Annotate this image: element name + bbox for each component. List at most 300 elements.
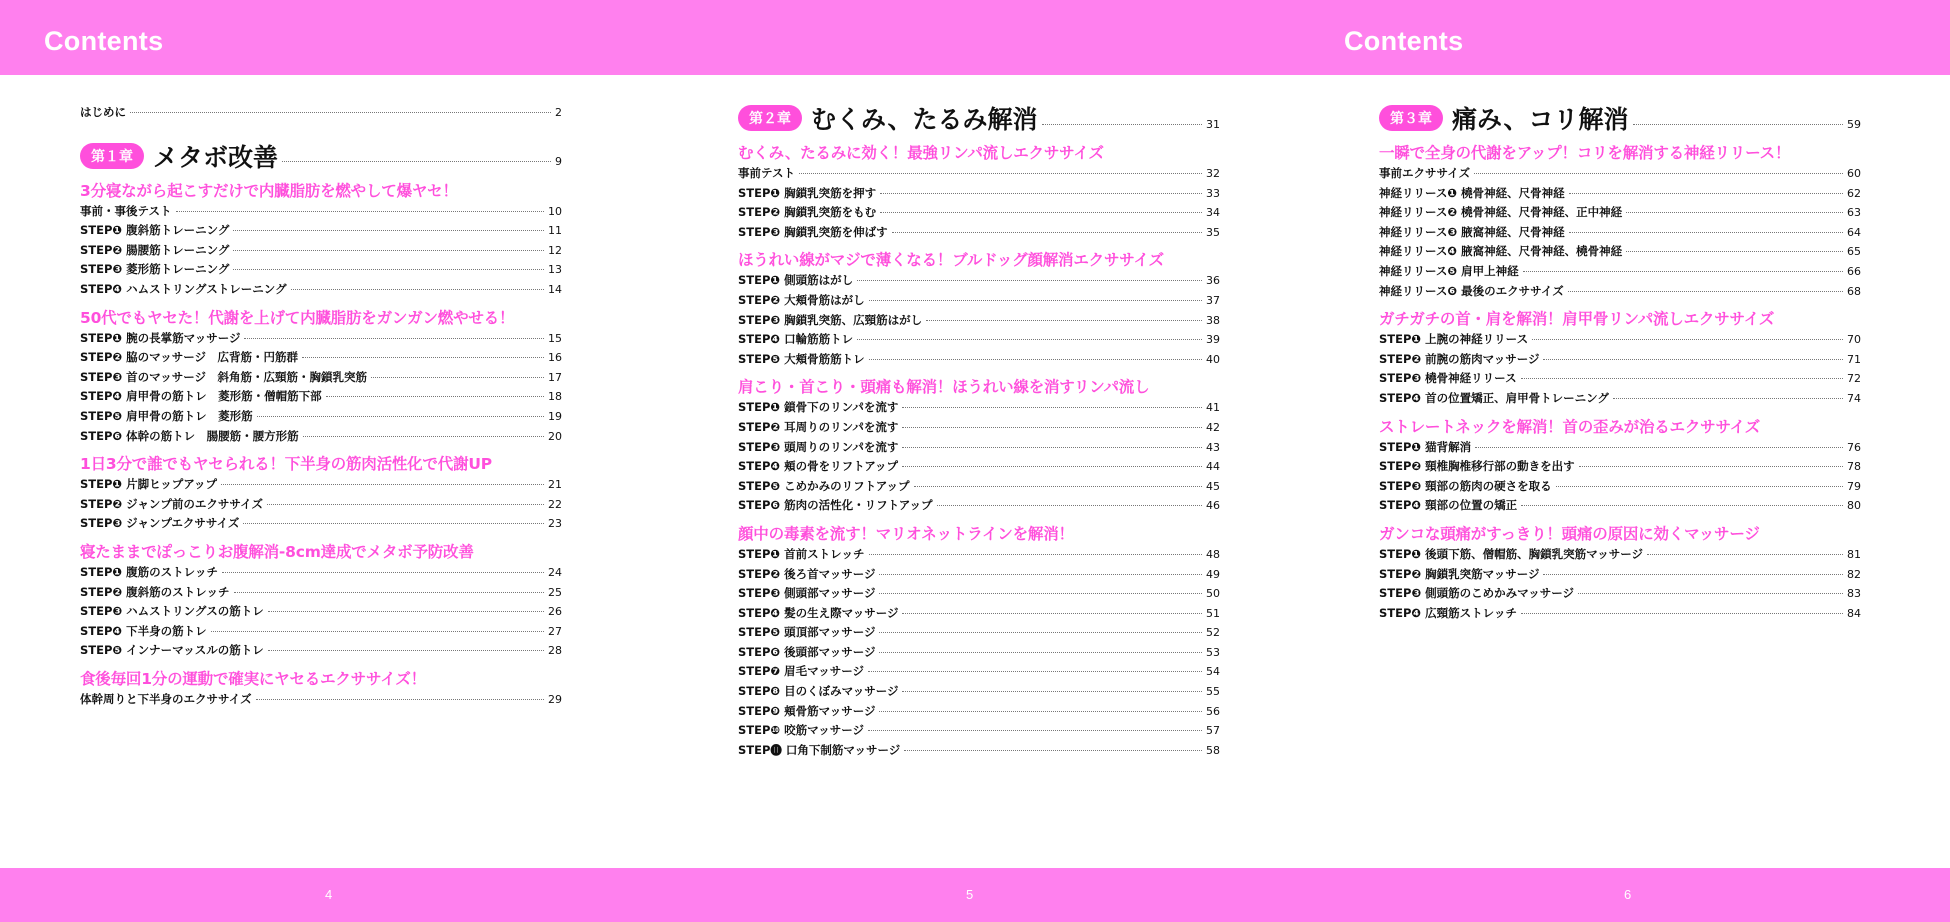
dot-leader: [233, 250, 544, 251]
toc-entry-page: 35: [1206, 225, 1220, 239]
toc-entry-page: 41: [1206, 401, 1220, 415]
toc-entry[interactable]: [80, 261, 562, 281]
dot-leader: [176, 211, 544, 212]
toc-section: [738, 141, 1220, 243]
toc-entry-label: STEP❺ こめかみのリフトアップ: [738, 478, 910, 493]
toc-section: [1379, 522, 1861, 624]
toc-entry-page: 46: [1206, 499, 1220, 513]
toc-entry-label: STEP❶ 上腕の神経リリース: [1379, 332, 1529, 347]
toc-entry-label: STEP❺ 頭頂部マッサージ: [738, 625, 876, 640]
toc-entry-page: 15: [548, 331, 562, 345]
toc-entry[interactable]: [1379, 263, 1861, 283]
dot-leader: [1532, 339, 1843, 340]
toc-entry-page: 29: [548, 692, 562, 706]
dot-leader: [222, 572, 544, 573]
dot-leader: [869, 554, 1202, 555]
toc-entry[interactable]: [738, 605, 1220, 625]
toc-entry-label: 事前・事後テスト: [80, 203, 172, 218]
toc-entry-label: STEP❹ 広頸筋ストレッチ: [1379, 605, 1518, 620]
toc-entry[interactable]: [1379, 566, 1861, 586]
toc-column-1: [80, 104, 562, 714]
toc-entry-page: 72: [1847, 372, 1861, 386]
dot-leader: [892, 232, 1202, 233]
toc-entry-label: STEP❷ 後ろ首マッサージ: [738, 566, 876, 581]
dot-leader: [1633, 124, 1843, 125]
section-heading: ガンコな頭痛がすっきり！頭痛の原因に効くマッサージ: [1379, 524, 1760, 543]
toc-entry-label: 事前テスト: [738, 166, 796, 180]
dot-leader: [879, 632, 1202, 633]
toc-entry-page: 32: [1206, 167, 1220, 180]
dot-leader: [243, 523, 544, 524]
toc-entry[interactable]: [1379, 224, 1861, 244]
chapter-heading[interactable]: [1379, 100, 1861, 136]
dot-leader: [234, 592, 544, 593]
toc-entry[interactable]: [80, 222, 562, 242]
toc-entry-label: STEP❹ 頬の骨をリフトアップ: [738, 459, 899, 474]
toc-entry[interactable]: [738, 292, 1220, 312]
dot-leader: [879, 652, 1202, 653]
toc-entry-page: 64: [1847, 225, 1861, 239]
contents-title-right: Contents: [1344, 26, 1464, 56]
dot-leader: [267, 504, 544, 505]
toc-entry-label: STEP❷ 大頬骨筋はがし: [738, 292, 865, 307]
dot-leader: [256, 699, 544, 700]
toc-entry-page: 49: [1206, 567, 1220, 581]
toc-entry[interactable]: [738, 439, 1220, 459]
toc-entry-label: STEP❷ 腹斜筋のストレッチ: [80, 584, 230, 599]
toc-entry[interactable]: [1379, 585, 1861, 605]
dot-leader: [879, 593, 1202, 594]
toc-entry-page: 56: [1206, 704, 1220, 718]
toc-entry-page: 57: [1206, 724, 1220, 738]
toc-column-3: [1379, 100, 1861, 628]
dot-leader: [868, 730, 1202, 731]
toc-entry-label: STEP❶ 首前ストレッチ: [738, 546, 865, 561]
toc-entry-label: STEP❸ 菱形筋トレーニング: [80, 262, 230, 277]
toc-entry-label: STEP❹ 口輪筋筋トレ: [738, 332, 854, 347]
toc-entry-page: 63: [1847, 206, 1861, 220]
dot-leader: [1042, 124, 1202, 125]
toc-entry-page: 2: [555, 106, 562, 119]
toc-entry-page: 79: [1847, 479, 1861, 493]
toc-entry[interactable]: [738, 185, 1220, 205]
toc-entry-label: STEP❺ 肩甲骨の筋トレ 菱形筋: [80, 408, 253, 423]
toc-entry[interactable]: [738, 722, 1220, 742]
dot-leader: [268, 650, 544, 651]
toc-entry-page: 80: [1847, 499, 1861, 513]
dot-leader: [1521, 378, 1843, 379]
section-heading: ほうれい線がマジで薄くなる！ブルドッグ顔解消エクササイズ: [738, 251, 1164, 270]
toc-section: [1379, 307, 1861, 409]
section-heading: 寝たままでぽっこりお腹解消-8cm達成でメタボ予防改善: [80, 542, 474, 561]
toc-entry-label: STEP❷ 前腕の筋肉マッサージ: [1379, 351, 1540, 366]
toc-entry-page: 21: [548, 478, 562, 492]
toc-entry-page: 11: [548, 224, 562, 238]
toc-entry[interactable]: [1379, 439, 1861, 459]
toc-entry-label: STEP❶ 腹斜筋トレーニング: [80, 223, 230, 238]
toc-entry-label: STEP❸ 橈骨神経リリース: [1379, 371, 1517, 386]
toc-entry-label: 事前エクササイズ: [1379, 166, 1471, 180]
toc-entry[interactable]: [80, 564, 562, 584]
toc-entry[interactable]: [80, 623, 562, 643]
dot-leader: [1543, 574, 1843, 575]
toc-entry-page: 71: [1847, 352, 1861, 366]
dot-leader: [268, 611, 544, 612]
toc-entry-label: STEP❸ 頸部の筋肉の硬さを取る: [1379, 478, 1552, 493]
toc-entry[interactable]: [738, 624, 1220, 644]
chapter-badge: 第２章: [738, 105, 802, 131]
toc-entry-label: STEP❺ 大頬骨筋筋トレ: [738, 351, 865, 366]
toc-entry-page: 24: [548, 565, 562, 579]
toc-entry-page: 66: [1847, 264, 1861, 278]
toc-section: [738, 522, 1220, 762]
toc-section: [80, 452, 562, 535]
dot-leader: [902, 447, 1202, 448]
chapter-page: 9: [555, 155, 562, 169]
dot-leader: [221, 484, 544, 485]
toc-entry-page: 48: [1206, 547, 1220, 561]
toc-entry-label: STEP❻ 後頭部マッサージ: [738, 644, 876, 659]
section-heading: 肩こり・首こり・頭痛も解消！ほうれい線を消すリンパ流し: [738, 378, 1150, 397]
toc-section: [1379, 415, 1861, 517]
dot-leader: [1579, 466, 1843, 467]
dot-leader: [799, 173, 1202, 174]
toc-entry[interactable]: [1379, 458, 1861, 478]
toc-section: [80, 667, 562, 711]
toc-entry-page: 28: [548, 644, 562, 658]
dot-leader: [302, 357, 544, 358]
section-heading: 一瞬で全身の代謝をアップ！コリを解消する神経リリース！: [1379, 144, 1791, 162]
toc-entry[interactable]: [80, 281, 562, 301]
toc-entry[interactable]: [1379, 283, 1861, 303]
toc-entry-label: STEP❶ 側頭筋はがし: [738, 273, 854, 288]
dot-leader: [926, 320, 1202, 321]
dot-leader: [1475, 447, 1843, 448]
toc-entry[interactable]: [738, 351, 1220, 371]
toc-entry-label: STEP❻ 体幹の筋トレ 腸腰筋・腰方形筋: [80, 428, 299, 443]
toc-entry-page: 58: [1206, 743, 1220, 757]
dot-leader: [1521, 613, 1843, 614]
toc-entry-page: 18: [548, 390, 562, 404]
toc-entry[interactable]: [80, 691, 562, 711]
toc-entry-label: STEP❸ 側頭筋のこめかみマッサージ: [1379, 586, 1574, 601]
toc-section: [738, 375, 1220, 517]
toc-entry-label: STEP❸ 首のマッサージ 斜角筋・広頸筋・胸鎖乳突筋: [80, 369, 367, 384]
toc-entry[interactable]: [80, 388, 562, 408]
toc-entry-label: STEP❸ 胸鎖乳突筋を伸ばす: [738, 224, 888, 239]
toc-entry-page: 10: [548, 204, 562, 218]
toc-entry-page: 83: [1847, 587, 1861, 601]
toc-entry-page: 70: [1847, 333, 1861, 347]
toc-entry-page: 27: [548, 624, 562, 638]
toc-entry[interactable]: [80, 349, 562, 369]
dot-leader: [1556, 486, 1843, 487]
toc-entry[interactable]: [1379, 370, 1861, 390]
toc-column-2: [738, 100, 1220, 765]
toc-entry-page: 45: [1206, 479, 1220, 493]
toc-entry[interactable]: [738, 663, 1220, 683]
toc-entry-label: STEP❷ 頸椎胸椎移行部の動きを出す: [1379, 459, 1575, 474]
toc-entry-page: 74: [1847, 391, 1861, 405]
header-bar: [0, 0, 1950, 75]
toc-entry[interactable]: [738, 742, 1220, 762]
toc-entry[interactable]: [738, 419, 1220, 439]
dot-leader: [1569, 193, 1843, 194]
toc-entry[interactable]: [80, 369, 562, 389]
toc-entry[interactable]: [738, 458, 1220, 478]
footer-bar: [0, 868, 1950, 922]
toc-entry[interactable]: [738, 683, 1220, 703]
section-heading: ガチガチの首・肩を解消！肩甲骨リンパ流しエクササイズ: [1379, 310, 1775, 329]
toc-entry[interactable]: [80, 330, 562, 350]
chapter-title: 痛み、コリ解消: [1452, 105, 1629, 134]
dot-leader: [879, 711, 1202, 712]
toc-entry-label: STEP⓫ 口角下制筋マッサージ: [738, 742, 901, 757]
toc-entry[interactable]: [80, 242, 562, 262]
toc-entry-label: STEP❹ ハムストリングストレーニング: [80, 281, 287, 296]
toc-entry-label: STEP❹ 首の位置矯正、肩甲骨トレーニング: [1379, 390, 1609, 405]
toc-entry-page: 55: [1206, 685, 1220, 699]
toc-entry-page: 14: [548, 282, 562, 296]
dot-leader: [879, 574, 1202, 575]
toc-entry-page: 44: [1206, 460, 1220, 474]
dot-leader: [904, 750, 1202, 751]
page-number-right: 6: [1624, 887, 1632, 902]
dot-leader: [857, 280, 1202, 281]
dot-leader: [211, 631, 544, 632]
dot-leader: [326, 396, 544, 397]
toc-entry-page: 36: [1206, 274, 1220, 288]
toc-entry-page: 13: [548, 263, 562, 277]
dot-leader: [257, 416, 544, 417]
dot-leader: [902, 613, 1202, 614]
dot-leader: [857, 339, 1202, 340]
contents-title-left: Contents: [44, 26, 164, 56]
toc-entry-intro[interactable]: [80, 104, 562, 124]
dot-leader: [1521, 505, 1843, 506]
dot-leader: [1474, 173, 1843, 174]
toc-section: [80, 306, 562, 448]
toc-entry-page: 62: [1847, 186, 1861, 200]
section-heading: ストレートネックを解消！首の歪みが治るエクササイズ: [1379, 417, 1761, 436]
toc-entry-label: 神経リリース❻ 最後のエクササイズ: [1379, 283, 1564, 298]
dot-leader: [868, 671, 1202, 672]
dot-leader: [902, 691, 1202, 692]
toc-entry[interactable]: [1379, 165, 1861, 185]
dot-leader: [902, 466, 1202, 467]
dot-leader: [880, 212, 1202, 213]
toc-entry[interactable]: [1379, 243, 1861, 263]
chapter-page: 59: [1847, 117, 1861, 131]
toc-entry-label: STEP❸ 胸鎖乳突筋、広頸筋はがし: [738, 312, 923, 327]
dot-leader: [303, 436, 544, 437]
dot-leader: [1523, 271, 1843, 272]
toc-entry[interactable]: [1379, 331, 1861, 351]
toc-entry-page: 78: [1847, 460, 1861, 474]
dot-leader: [130, 112, 551, 113]
dot-leader: [1626, 212, 1843, 213]
toc-entry-label: 神経リリース❶ 橈骨神経、尺骨神経: [1379, 185, 1565, 200]
toc-entry[interactable]: [738, 566, 1220, 586]
toc-entry-label: STEP❸ 頭周りのリンパを流す: [738, 439, 899, 454]
toc-entry[interactable]: [738, 204, 1220, 224]
toc-entry-page: 39: [1206, 333, 1220, 347]
toc-entry[interactable]: [738, 585, 1220, 605]
toc-entry[interactable]: [738, 497, 1220, 517]
dot-leader: [1568, 291, 1843, 292]
dot-leader: [902, 427, 1202, 428]
toc-entry[interactable]: [738, 331, 1220, 351]
toc-entry-page: 37: [1206, 293, 1220, 307]
toc-entry[interactable]: [738, 399, 1220, 419]
toc-entry-label: STEP❶ 鎖骨下のリンパを流す: [738, 400, 899, 415]
toc-entry-page: 42: [1206, 420, 1220, 434]
toc-entry[interactable]: [1379, 546, 1861, 566]
dot-leader: [1647, 554, 1843, 555]
toc-entry-page: 25: [548, 585, 562, 599]
toc-entry-label: STEP❶ 片脚ヒップアップ: [80, 477, 218, 492]
toc-entry-page: 16: [548, 351, 562, 365]
toc-entry-page: 33: [1206, 186, 1220, 200]
toc-entry[interactable]: [738, 478, 1220, 498]
toc-entry[interactable]: [1379, 185, 1861, 205]
toc-entry-page: 22: [548, 497, 562, 511]
toc-entry-page: 50: [1206, 587, 1220, 601]
toc-entry[interactable]: [1379, 351, 1861, 371]
toc-entry[interactable]: [738, 224, 1220, 244]
toc-entry[interactable]: [1379, 478, 1861, 498]
toc-entry-page: 38: [1206, 313, 1220, 327]
toc-entry-label: STEP❷ 脇のマッサージ 広背筋・円筋群: [80, 350, 298, 365]
toc-entry-page: 34: [1206, 206, 1220, 220]
chapter-title: むくみ、たるみ解消: [811, 105, 1038, 134]
toc-entry-label: 神経リリース❷ 橈骨神経、尺骨神経、正中神経: [1379, 205, 1623, 220]
toc-entry-page: 84: [1847, 606, 1861, 620]
toc-entry-page: 81: [1847, 547, 1861, 561]
toc-entry[interactable]: [1379, 390, 1861, 410]
dot-leader: [869, 359, 1202, 360]
toc-entry-label: STEP❶ 腕の長掌筋マッサージ: [80, 330, 241, 345]
section-heading: 3分寝ながら起こすだけで内臓脂肪を燃やして爆ヤセ！: [80, 181, 458, 200]
toc-entry-label: STEP❶ 猫背解消: [1379, 439, 1472, 454]
toc-entry[interactable]: [80, 428, 562, 448]
toc-entry-label: STEP❸ 側頭部マッサージ: [738, 586, 876, 601]
toc-entry[interactable]: [738, 644, 1220, 664]
toc-section: [1379, 141, 1861, 302]
toc-entry[interactable]: [80, 496, 562, 516]
toc-entry-label: 神経リリース❸ 腋窩神経、尺骨神経: [1379, 224, 1565, 239]
toc-entry-label: 神経リリース❹ 腋窩神経、尺骨神経、橈骨神経: [1379, 244, 1623, 259]
dot-leader: [880, 193, 1202, 194]
toc-entry-page: 19: [548, 409, 562, 423]
dot-leader: [371, 377, 544, 378]
toc-entry[interactable]: [1379, 605, 1861, 625]
chapter-title: メタボ改善: [153, 142, 279, 172]
toc-entry-label: STEP❷ 胸鎖乳突筋マッサージ: [1379, 566, 1540, 581]
dot-leader: [282, 161, 551, 162]
dot-leader: [233, 230, 544, 231]
toc-entry[interactable]: [80, 642, 562, 662]
toc-entry-page: 12: [548, 243, 562, 257]
toc-entry[interactable]: [738, 312, 1220, 332]
dot-leader: [914, 486, 1202, 487]
toc-entry-label: STEP❺ インナーマッスルの筋トレ: [80, 643, 264, 658]
toc-entry[interactable]: [80, 408, 562, 428]
section-heading: 1日3分で誰でもヤセられる！下半身の筋肉活性化で代謝UP: [80, 455, 492, 474]
toc-entry-label: STEP❹ 髪の生え際マッサージ: [738, 605, 899, 620]
toc-entry-page: 60: [1847, 167, 1861, 180]
dot-leader: [233, 269, 544, 270]
toc-entry-label: STEP❾ 頬骨筋マッサージ: [738, 703, 876, 718]
toc-entry[interactable]: [738, 703, 1220, 723]
toc-entry-page: 26: [548, 605, 562, 619]
toc-entry[interactable]: [80, 584, 562, 604]
toc-entry-page: 17: [548, 370, 562, 384]
toc-entry-label: STEP❹ 肩甲骨の筋トレ 菱形筋・僧帽筋下部: [80, 389, 322, 404]
toc-entry-page: 52: [1206, 626, 1220, 640]
toc-entry-label: STEP❶ 後頭下筋、僧帽筋、胸鎖乳突筋マッサージ: [1379, 546, 1643, 561]
dot-leader: [902, 407, 1202, 408]
toc-entry-label: STEP❷ ジャンプ前のエクササイズ: [80, 496, 264, 511]
dot-leader: [291, 289, 544, 290]
toc-entry-label: STEP❶ 腹筋のストレッチ: [80, 564, 219, 579]
toc-entry-label: 神経リリース❺ 肩甲上神経: [1379, 263, 1519, 278]
dot-leader: [1569, 232, 1843, 233]
toc-entry[interactable]: [738, 165, 1220, 185]
toc-entry-label: 体幹周りと下半身のエクササイズ: [80, 691, 252, 706]
toc-entry-label: STEP❶ 胸鎖乳突筋を押す: [738, 185, 877, 200]
dot-leader: [1543, 359, 1843, 360]
toc-entry[interactable]: [738, 546, 1220, 566]
toc-entry-page: 51: [1206, 606, 1220, 620]
toc-entry-label: STEP❻ 筋肉の活性化・リフトアップ: [738, 498, 933, 513]
toc-entry-page: 54: [1206, 665, 1220, 679]
toc-entry[interactable]: [1379, 497, 1861, 517]
dot-leader: [244, 338, 544, 339]
section-heading: むくみ、たるみに効く！最強リンパ流しエクササイズ: [738, 144, 1104, 162]
toc-entry-label: STEP❹ 下半身の筋トレ: [80, 623, 207, 638]
toc-entry-label: STEP❸ ジャンプエクササイズ: [80, 516, 240, 531]
toc-entry-page: 23: [548, 517, 562, 531]
toc-entry-page: 65: [1847, 245, 1861, 259]
toc-section: [80, 540, 562, 662]
toc-entry[interactable]: [80, 603, 562, 623]
toc-entry[interactable]: [80, 476, 562, 496]
section-heading: 食後毎回1分の運動で確実にヤセるエクササイズ！: [80, 669, 426, 688]
toc-entry-label: STEP❹ 頸部の位置の矯正: [1379, 498, 1518, 513]
toc-entry-label: STEP❼ 眉毛マッサージ: [738, 664, 864, 679]
toc-entry-page: 76: [1847, 440, 1861, 454]
toc-section: [738, 248, 1220, 370]
dot-leader: [937, 505, 1202, 506]
page-number-center: 5: [966, 887, 974, 902]
dot-leader: [1613, 398, 1843, 399]
toc-entry-page: 82: [1847, 567, 1861, 581]
toc-entry-label: はじめに: [80, 105, 126, 119]
toc-entry[interactable]: [80, 203, 562, 223]
toc-entry-label: STEP❸ ハムストリングスの筋トレ: [80, 604, 264, 619]
dot-leader: [1626, 251, 1843, 252]
toc-entry[interactable]: [738, 272, 1220, 292]
section-heading: 50代でもヤセた！代謝を上げて内臓脂肪をガンガン燃やせる！: [80, 308, 515, 327]
chapter-heading[interactable]: [80, 138, 562, 174]
toc-entry-label: STEP❿ 咬筋マッサージ: [738, 723, 864, 738]
toc-entry[interactable]: [1379, 204, 1861, 224]
toc-entry-label: STEP❽ 目のくぼみマッサージ: [738, 684, 899, 699]
toc-entry[interactable]: [80, 515, 562, 535]
toc-entry-page: 53: [1206, 645, 1220, 659]
chapter-heading[interactable]: [738, 100, 1220, 136]
